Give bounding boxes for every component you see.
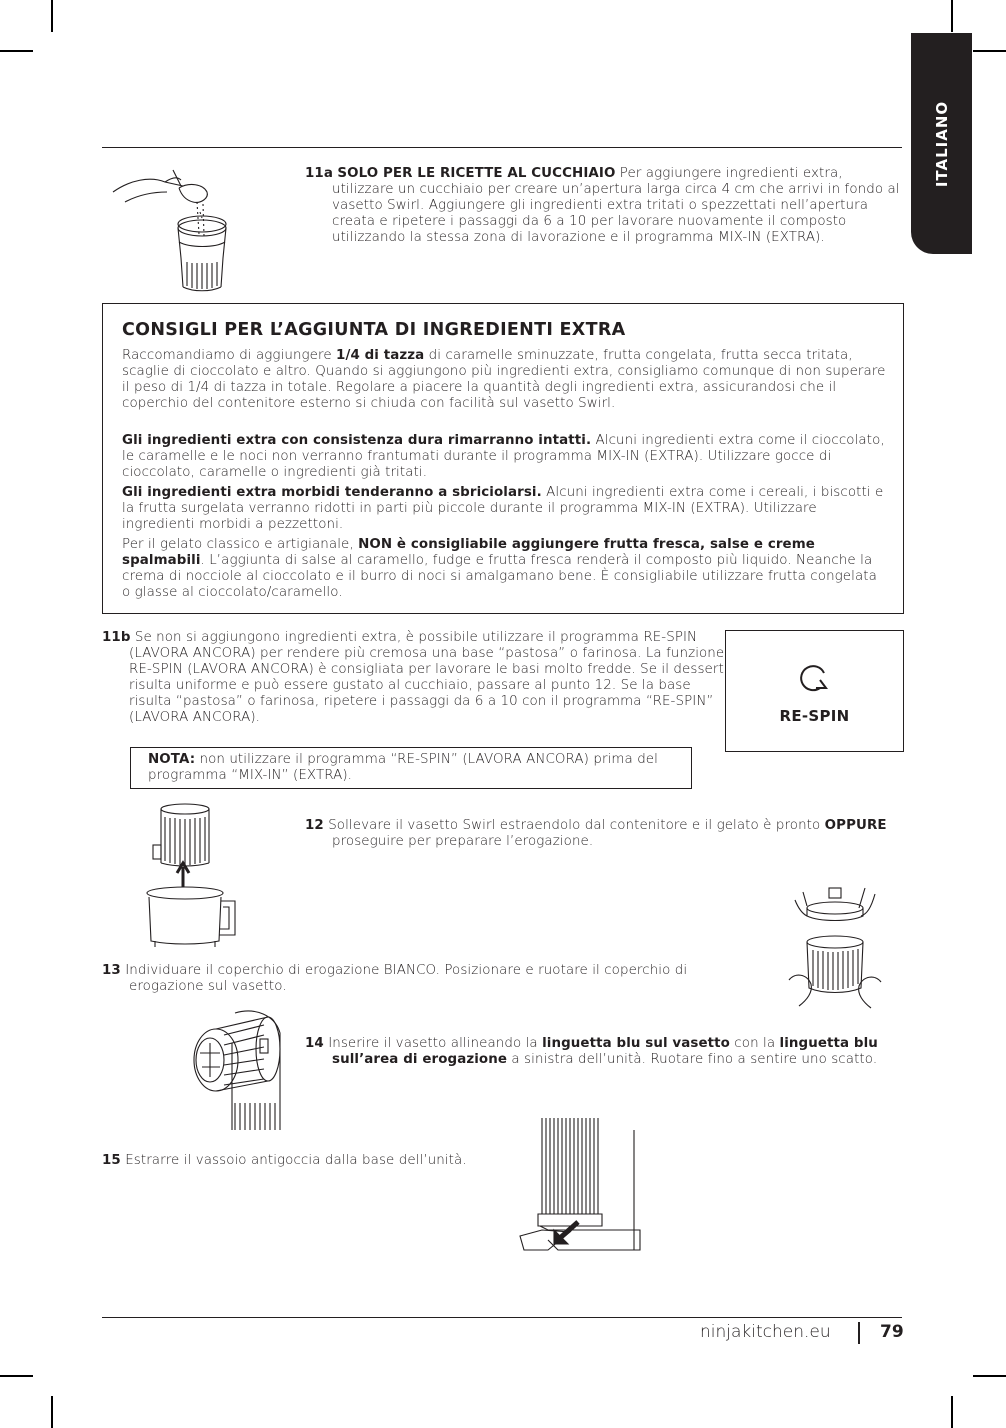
step-14-blue-tab-area: linguetta blu sull’area di erogazione (332, 1036, 878, 1067)
top-rule (102, 147, 902, 148)
step-11a (305, 166, 904, 246)
footer-divider (858, 1322, 860, 1344)
crop-mark (973, 1375, 1006, 1377)
respin-label: RE-SPIN (779, 707, 850, 725)
step-12 (305, 818, 932, 850)
tip-4-text-a: Per il gelato classico e artigianale, (122, 537, 359, 552)
tips-title: CONSIGLI PER L’AGGIUNTA DI INGREDIENTI EXTRA (122, 320, 626, 340)
footer-url: ninjakitchen.eu (700, 1322, 831, 1342)
step-14-text-e: a sinistra dell’unità. Ruotare fino a sentire uno scatto. (507, 1052, 878, 1067)
tip-2-heading: Gli ingredienti extra con consistenza dura rimarranno intatti. (122, 433, 592, 448)
respin-box (725, 630, 904, 752)
tip-paragraph-3 (122, 485, 887, 533)
step-14-text-c: con la (729, 1036, 780, 1051)
crop-mark (973, 50, 1006, 52)
tip-1-text-c: di caramelle sminuzzate, frutta congelata, frutta secca tritata, scaglie di cioccolato e altro. Quando si aggiungono più ingredienti extra, consigliamo comunque di non superare il peso di 1/4 di tazza in totale. Regolare a piacere la quantità degli ingredienti extra, assicurandosi che il coperchio del contenitore esterno si chiuda con facilità sul vasetto Swirl. (122, 348, 886, 411)
step-12-text-a: Sollevare il vasetto Swirl estraendolo dal contenitore e il gelato è pronto (323, 818, 825, 833)
step-13-text: Individuare il coperchio di erogazione BIANCO. Posizionare e ruotare il coperchio di erogazione sul vasetto. (120, 963, 688, 994)
step-11a-heading: SOLO PER LE RICETTE AL CUCCHIAIO (337, 166, 616, 181)
crop-mark (951, 1396, 953, 1428)
step-14-blue-tab-jar: linguetta blu sul vasetto (542, 1036, 730, 1051)
language-tab (911, 33, 972, 254)
step-number: 14 (305, 1036, 324, 1051)
crop-mark (51, 1396, 53, 1428)
footer-rule (102, 1317, 902, 1318)
tip-1-text-a: Raccomandiamo di aggiungere (122, 348, 337, 363)
tip-paragraph-4 (122, 537, 887, 601)
tip-4-emphasis: NON è consigliabile aggiungere frutta fresca, salse e creme spalmabili (122, 537, 815, 568)
language-tab-label: ITALIANO (932, 100, 951, 187)
step-15 (102, 1153, 569, 1169)
step-11b (102, 630, 729, 726)
step-12-text-c: proseguire per preparare l’erogazione. (332, 834, 594, 849)
step-11a-text: Per aggiungere ingredienti extra, utilizzare un cucchiaio per creare un’apertura larga circa 4 cm che arrivi in fondo al vasetto Swirl. Aggiungere gli ingredienti extra tritati o spezzettati nell’apertura creata e ripetere i passaggi da 6 a 10 per lavorare nuovamente il composto utilizzando la stessa zona di lavorazione e il programma MIX-IN (EXTRA). (332, 166, 900, 245)
tip-paragraph-2 (122, 433, 887, 481)
tip-3-heading: Gli ingredienti extra morbidi tenderanno a sbriciolarsi. (122, 485, 542, 500)
tip-3-text: Alcuni ingredienti extra come i cereali, i biscotti e la frutta surgelata verranno ridotti in parti più piccole durante il programma MIX-IN (EXTRA). Utilizzare ingredienti morbidi a pezzettoni. (122, 485, 884, 532)
note-box (130, 747, 692, 789)
crop-mark (0, 1375, 33, 1377)
jar-lift-illustration (145, 803, 240, 951)
page-number: 79 (880, 1322, 904, 1342)
spoon-jar-illustration (105, 162, 245, 302)
step-14 (305, 1036, 932, 1068)
tip-4-text-c: . L’aggiunta di salse al caramello, fudge e frutta fresca renderà il composto più liquido. Neanche la crema di nocciole al cioccolato e il burro di noci si amalgamano bene. È consigliabile utilizzare frutta congelata o glasse al cioccolato/caramello. (122, 553, 877, 600)
lid-attach-illustration (785, 880, 885, 1015)
step-14-text-a: Inserire il vasetto allineando la (323, 1036, 543, 1051)
step-13 (102, 963, 729, 995)
tip-paragraph-1 (122, 348, 887, 412)
step-15-text: Estrarre il vassoio antigoccia dalla base dell’unità. (120, 1153, 467, 1168)
note-label: NOTA: (148, 752, 196, 767)
note-body: non utilizzare il programma “RE-SPIN” (LAVORA ANCORA) prima del programma “MIX-IN” (EXTRA). (148, 752, 658, 783)
step-number: 11b (102, 630, 131, 645)
tip-1-emphasis: 1/4 di tazza (336, 348, 425, 363)
drip-tray-illustration (518, 1118, 643, 1253)
step-number: 13 (102, 963, 121, 978)
tip-2-text: Alcuni ingredienti extra come il cioccolato, le caramelle e le noci non verranno frantumati durante il programma MIX-IN (EXTRA). Utilizzare gocce di cioccolato, caramelle o ingredienti già tritati. (122, 433, 885, 480)
crop-mark (0, 50, 33, 52)
step-number: 15 (102, 1153, 121, 1168)
note-text (148, 752, 683, 784)
step-12-or: OPPURE (824, 818, 887, 833)
step-number: 12 (305, 818, 324, 833)
step-number: 11a (305, 166, 333, 181)
crop-mark (51, 0, 53, 32)
step-11b-text: Se non si aggiungono ingredienti extra, è possibile utilizzare il programma RE-SPIN (LAVORA ANCORA) per rendere più cremosa una base “pastosa” o farinosa. La funzione RE-SPIN (LAVORA ANCORA) è consigliata per lavorare le basi molto fredde. Se il dessert risulta uniforme e può essere gustato al cucchiaio, passare al punto 12. Se la base risulta “pastosa” o farinosa, ripetere i passaggi da 6 a 10 con il programma “RE-SPIN” (LAVORA ANCORA). (129, 630, 725, 725)
jar-insert-illustration (180, 1003, 295, 1130)
tips-box (102, 303, 904, 614)
rotate-arrow-icon (798, 661, 832, 695)
crop-mark (951, 0, 953, 32)
